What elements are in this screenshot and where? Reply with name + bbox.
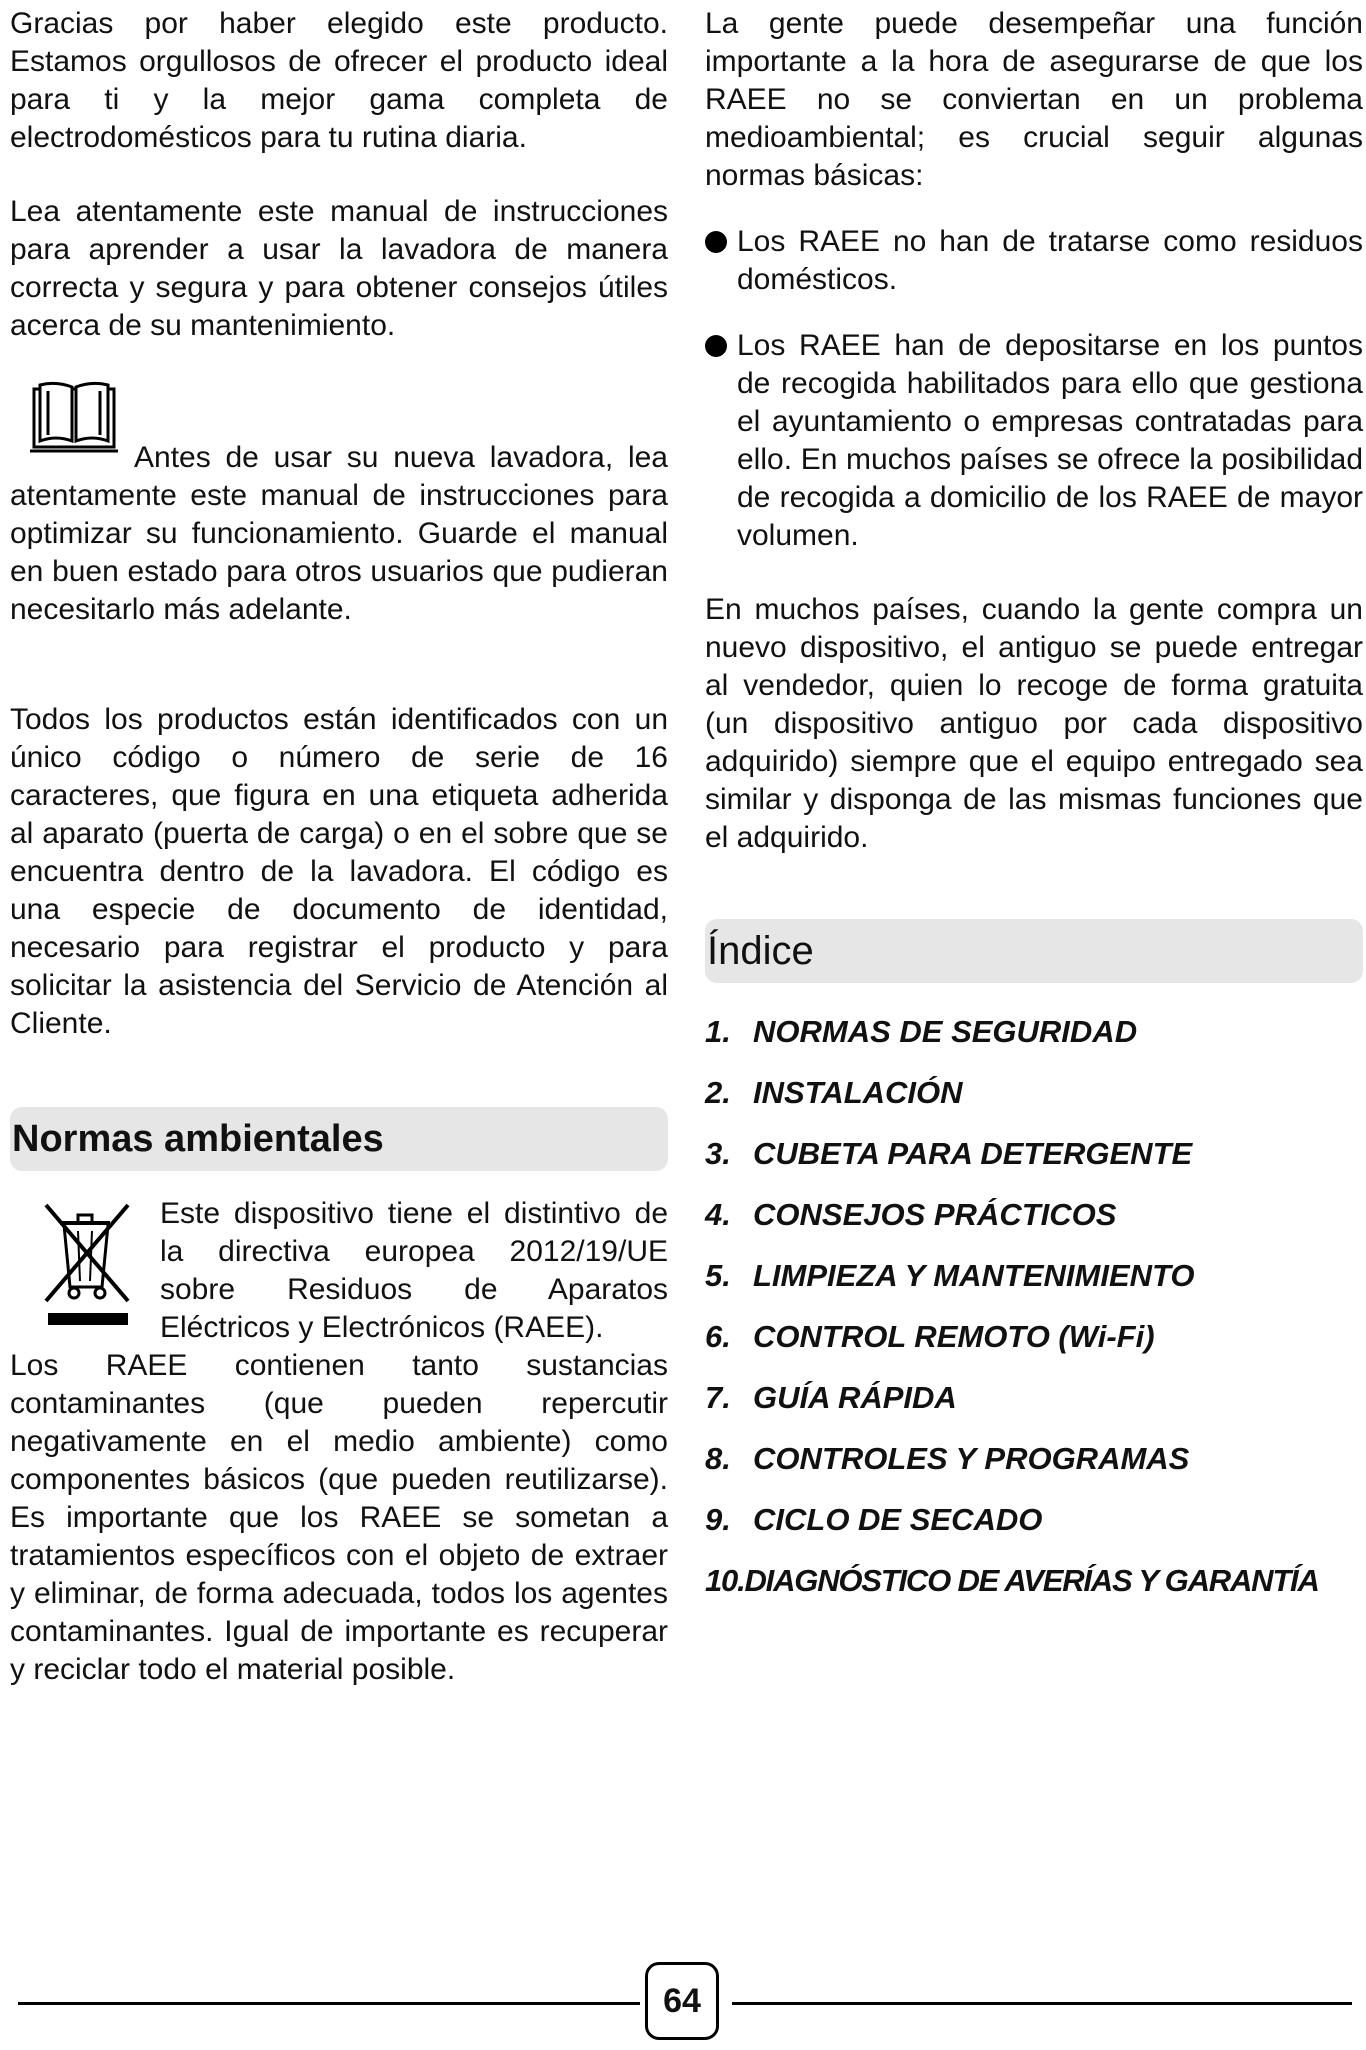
toc-number: 2. <box>705 1074 731 1110</box>
bullet-dot-icon <box>705 335 727 357</box>
bullet-dot-icon <box>705 231 727 253</box>
toc-item[interactable] <box>705 1123 1363 1184</box>
people-role-paragraph: La gente puede desempeñar una función importante a la hora de asegurarse de que los RAEE no se conviertan en un problema medioambiental; es crucial seguir algunas normas básicas: <box>705 7 1363 192</box>
toc-title: CICLO DE SECADO <box>753 1501 1043 1537</box>
toc-number: 1. <box>705 1013 731 1049</box>
footer-divider <box>732 2002 1352 2005</box>
toc-number: 4. <box>705 1196 731 1232</box>
toc-title: CUBETA PARA DETERGENTE <box>753 1135 1193 1171</box>
page-footer <box>0 1962 1366 2042</box>
toc-title: NORMAS DE SEGURIDAD <box>753 1013 1138 1049</box>
toc-title: CONSEJOS PRÁCTICOS <box>753 1196 1117 1232</box>
toc-item[interactable] <box>705 1428 1363 1489</box>
toc-item[interactable] <box>705 1062 1363 1123</box>
intro-paragraph: Gracias por haber elegido este producto. Estamos orgullosos de ofrecer el producto ideal para ti y la mejor gama completa de electrodomésticos para tu rutina diaria. <box>10 7 668 154</box>
left-column <box>10 0 668 1689</box>
bullet-text: Los RAEE han de depositarse en los puntos de recogida habilitados para ello que gestiona el ayuntamiento o empresas contratadas para ello. En muchos países se ofrece la posibilidad de recogida a domicilio de los RAEE de mayor volumen. <box>737 329 1363 552</box>
toc-item[interactable] <box>705 1184 1363 1245</box>
toc-number: 5. <box>705 1257 731 1293</box>
weee-directive-paragraph: Este dispositivo tiene el distintivo de la directiva europea 2012/19/UE sobre Residuos de Aparatos Eléctricos y Electrónicos (RAEE). <box>160 1197 668 1344</box>
crossed-bin-icon <box>40 1201 136 1331</box>
environmental-title: Normas ambientales <box>12 1117 384 1160</box>
toc-number: 10. <box>705 1562 745 1598</box>
footer-divider <box>18 2002 640 2005</box>
raee-paragraph: Los RAEE contienen tanto sustancias contaminantes (que pueden repercutir negativamente en el medio ambiente) como componentes básicos (que pueden reutilizarse). Es importante que los RAEE se sometan a tratamientos específicos con el objeto de extraer y eliminar, de forma adecuada, todos los agentes contaminantes. Igual de importante es recuperar y reciclar todo el material posible. <box>10 1349 668 1686</box>
toc-item[interactable] <box>705 1001 1363 1062</box>
toc-item[interactable] <box>705 1245 1363 1306</box>
toc-title: GUÍA RÁPIDA <box>753 1379 957 1415</box>
environmental-header <box>10 1107 668 1171</box>
bullet-item <box>705 223 1363 299</box>
weee-block <box>10 1195 668 1347</box>
toc-item[interactable] <box>705 1550 1363 1611</box>
right-column <box>705 0 1363 1611</box>
toc-number: 7. <box>705 1379 731 1415</box>
index-header <box>705 919 1363 983</box>
book-icon <box>26 379 122 457</box>
toc-title: CONTROL REMOTO (Wi-Fi) <box>753 1318 1155 1354</box>
bullet-text: Los RAEE no han de tratarse como residuos domésticos. <box>737 225 1363 296</box>
table-of-contents <box>705 1001 1363 1611</box>
bullet-item <box>705 327 1363 555</box>
read-manual-paragraph: Lea atentamente este manual de instrucciones para aprender a usar la lavadora de manera correcta y segura y para obtener consejos útiles acerca de su mantenimiento. <box>10 195 668 342</box>
toc-title: LIMPIEZA Y MANTENIMIENTO <box>753 1257 1195 1293</box>
index-title: Índice <box>707 928 814 973</box>
before-use-paragraph: Antes de usar su nueva lavadora, lea atentamente este manual de instrucciones para optimizar su funcionamiento. Guarde el manual en buen estado para otros usuarios que pudieran necesitarlo más adelante. <box>10 441 668 626</box>
toc-title: INSTALACIÓN <box>753 1074 963 1110</box>
page-number: 64 <box>645 1962 719 2040</box>
toc-number: 9. <box>705 1501 731 1537</box>
serial-number-paragraph: Todos los productos están identificados con un único código o número de serie de 16 caracteres, que figura en una etiqueta adherida al aparato (puerta de carga) o en el sobre que se encuentra dentro de la lavadora. El código es una especie de documento de identidad, necesario para registrar el producto y para solicitar la asistencia del Servicio de Atención al Cliente. <box>10 703 668 1040</box>
toc-title: DIAGNÓSTICO DE AVERÍAS Y GARANTÍA <box>744 1562 1319 1598</box>
toc-title: CONTROLES Y PROGRAMAS <box>753 1440 1190 1476</box>
toc-number: 8. <box>705 1440 731 1476</box>
toc-item[interactable] <box>705 1489 1363 1550</box>
toc-item[interactable] <box>705 1367 1363 1428</box>
toc-number: 6. <box>705 1318 731 1354</box>
trade-in-paragraph: En muchos países, cuando la gente compra un nuevo dispositivo, el antiguo se puede entregar al vendedor, quien lo recoge de forma gratuita (un dispositivo antiguo por cada dispositivo adquirido) siempre que el equipo entregado sea similar y disponga de las mismas funciones que el adquirido. <box>705 593 1363 854</box>
before-use-block <box>10 379 668 629</box>
toc-number: 3. <box>705 1135 731 1171</box>
toc-item[interactable] <box>705 1306 1363 1367</box>
